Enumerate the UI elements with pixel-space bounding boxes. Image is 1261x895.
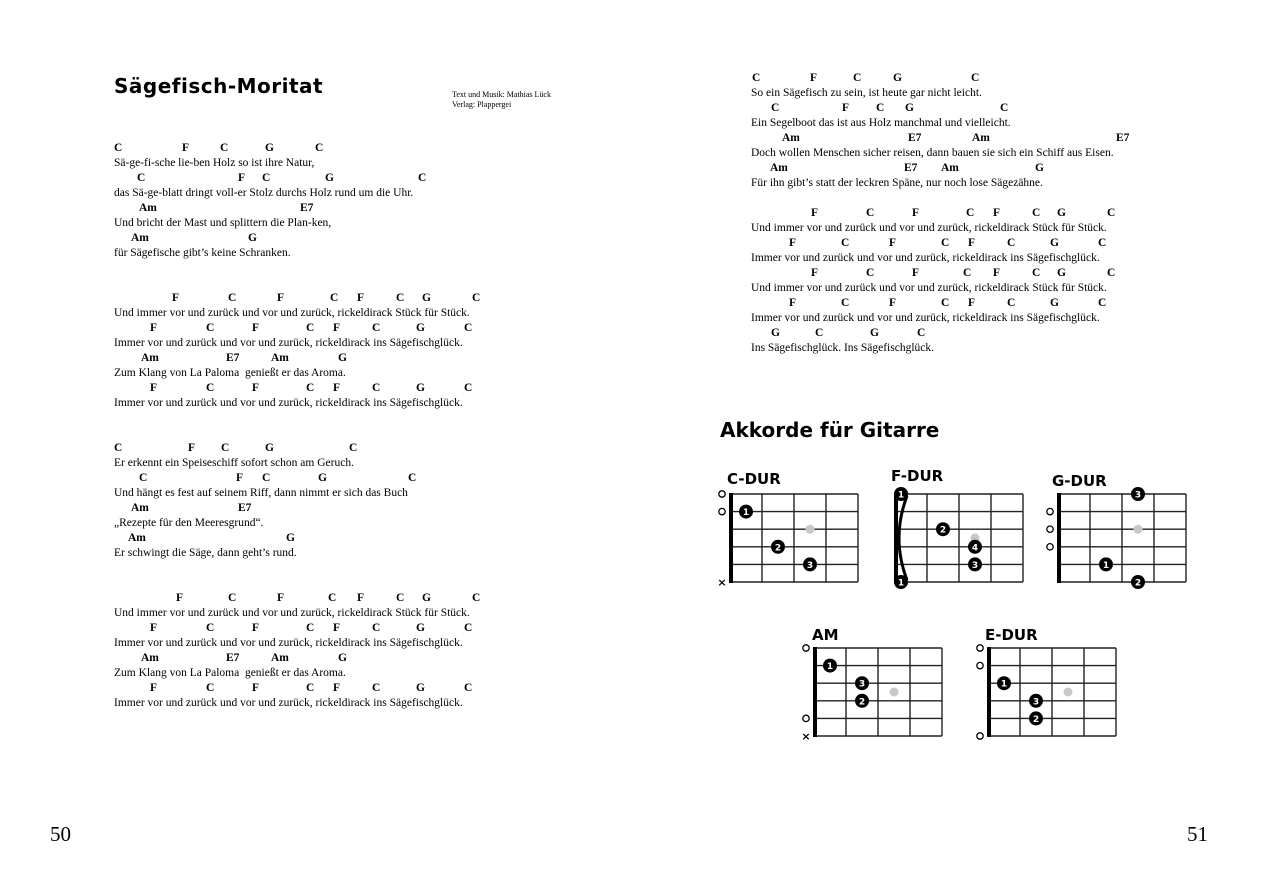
chord-label: C: [262, 172, 271, 184]
chord-label: Am: [141, 352, 159, 364]
chord-label: C: [372, 682, 381, 694]
chord-label: F: [252, 682, 260, 694]
open-string-marker: [977, 645, 983, 651]
chord-label: G: [416, 622, 425, 634]
chord-label: C: [963, 267, 972, 279]
chord-diagram-svg: [974, 642, 1126, 744]
finger-number: 2: [774, 543, 782, 554]
chord-diagram-svg: [881, 488, 1033, 590]
chord-label: F: [150, 622, 158, 634]
nut: [729, 493, 733, 583]
open-string-marker: [1047, 508, 1053, 514]
chord-label: C: [866, 267, 875, 279]
open-string-marker: [719, 491, 725, 497]
lyric-line: Sä-ge-fi-sche lie-ben Holz so ist ihre Natur,: [114, 157, 315, 169]
chord-label: G: [265, 442, 274, 454]
finger-number: 3: [971, 560, 979, 571]
chord-label: G: [905, 102, 914, 114]
chord-label: C: [464, 682, 473, 694]
lyric-line: Und immer vor und zurück und vor und zurück, rickeldirack Stück für Stück.: [114, 607, 470, 619]
chord-diagram-title: E-DUR: [985, 626, 1038, 644]
chord-label: C: [306, 622, 315, 634]
nut: [894, 493, 898, 583]
finger-number: 1: [742, 508, 750, 519]
chord-label: C: [1007, 237, 1016, 249]
finger-number: 2: [858, 697, 866, 708]
chord-label: F: [182, 142, 190, 154]
chord-label: G: [1050, 237, 1059, 249]
chord-label: G: [318, 472, 327, 484]
chord-label: G: [416, 322, 425, 334]
chord-label: F: [252, 622, 260, 634]
lyric-line: Immer vor und zurück und vor und zurück, rickeldirack ins Sägefischglück.: [114, 637, 463, 649]
chord-label: G: [422, 292, 431, 304]
open-string-marker: [803, 715, 809, 721]
chord-label: F: [810, 72, 818, 84]
chord-label: C: [966, 207, 975, 219]
chord-label: C: [1098, 237, 1107, 249]
chord-label: C: [221, 442, 230, 454]
chord-label: C: [853, 72, 862, 84]
credit-music: Text und Musik: Mathias Lück: [452, 90, 551, 99]
finger-number: 1: [1102, 560, 1110, 571]
nut: [987, 647, 991, 737]
chord-label: F: [789, 297, 797, 309]
chord-label: C: [1000, 102, 1009, 114]
chord-label: E7: [904, 162, 918, 174]
finger-number: 2: [1032, 714, 1040, 725]
lyric-line: Doch wollen Menschen sicher reisen, dann bauen sie sich ein Schiff aus Eisen.: [751, 147, 1114, 159]
chord-label: C: [306, 322, 315, 334]
chord-label: C: [876, 102, 885, 114]
chord-label: F: [333, 622, 341, 634]
lyric-line: Immer vor und zurück und vor und zurück, rickeldirack ins Sägefischglück.: [114, 397, 463, 409]
chord-label: Am: [128, 532, 146, 544]
lyric-line: Ein Segelboot das ist aus Holz manchmal und vielleicht.: [751, 117, 1011, 129]
song-credit: [452, 90, 551, 110]
open-string-marker: [1047, 526, 1053, 532]
chord-label: C: [1007, 297, 1016, 309]
lyric-line: Und hängt es fest auf seinem Riff, dann nimmt er sich das Buch: [114, 487, 408, 499]
chord-label: C: [464, 382, 473, 394]
lyric-line: Er erkennt ein Speiseschiff sofort schon am Geruch.: [114, 457, 354, 469]
chord-label: C: [328, 592, 337, 604]
lyric-line: Zum Klang von La Paloma genießt er das Aroma.: [114, 367, 346, 379]
lyric-line: Zum Klang von La Paloma genießt er das Aroma.: [114, 667, 346, 679]
chord-label: G: [1050, 297, 1059, 309]
chord-label: C: [1032, 207, 1041, 219]
chord-label: C: [1107, 207, 1116, 219]
chord-label: C: [472, 292, 481, 304]
chord-diagram-svg: [1044, 488, 1196, 590]
open-string-marker: [803, 645, 809, 651]
muted-string-marker: ×: [801, 730, 811, 743]
lyric-line: Immer vor und zurück und vor und zurück, rickeldirack ins Sägefischglück.: [751, 312, 1100, 324]
open-string-marker: [1047, 544, 1053, 550]
chord-label: G: [1057, 207, 1066, 219]
chord-label: Am: [131, 502, 149, 514]
chord-label: C: [372, 382, 381, 394]
chord-label: F: [333, 682, 341, 694]
chord-label: C: [206, 682, 215, 694]
finger-number: 1: [897, 490, 905, 501]
lyric-line: Und immer vor und zurück und vor und zurück, rickeldirack Stück für Stück.: [751, 282, 1107, 294]
chord-label: F: [188, 442, 196, 454]
chord-label: Am: [972, 132, 990, 144]
chord-label: F: [150, 682, 158, 694]
chord-label: F: [912, 207, 920, 219]
chord-label: Am: [131, 232, 149, 244]
chord-diagram-e-dur: [974, 642, 1126, 744]
chord-label: C: [220, 142, 229, 154]
chord-label: F: [172, 292, 180, 304]
chord-label: G: [325, 172, 334, 184]
chord-label: F: [968, 237, 976, 249]
chord-label: C: [330, 292, 339, 304]
chord-label: C: [752, 72, 761, 84]
chord-label: C: [1098, 297, 1107, 309]
chord-label: G: [1057, 267, 1066, 279]
song-title: Sägefisch-Moritat: [114, 74, 324, 98]
chord-label: F: [333, 322, 341, 334]
chord-label: C: [771, 102, 780, 114]
chord-label: C: [396, 292, 405, 304]
chord-label: C: [137, 172, 146, 184]
chord-label: G: [870, 327, 879, 339]
chord-label: C: [464, 622, 473, 634]
chord-label: C: [941, 297, 950, 309]
chord-label: G: [248, 232, 257, 244]
chord-label: Am: [941, 162, 959, 174]
lyric-line: „Rezepte für den Meeresgrund“.: [114, 517, 264, 529]
chord-label: C: [306, 382, 315, 394]
chord-label: F: [811, 267, 819, 279]
chord-label: Am: [139, 202, 157, 214]
chord-label: C: [815, 327, 824, 339]
chord-label: G: [893, 72, 902, 84]
chord-label: F: [150, 382, 158, 394]
chord-label: C: [228, 592, 237, 604]
lyric-line: Für ihn gibt’s statt der leckren Späne, nur noch lose Sägezähne.: [751, 177, 1043, 189]
grey-dot: [1064, 688, 1073, 697]
chord-label: F: [277, 592, 285, 604]
lyric-line: Und bricht der Mast und splittern die Plan-ken,: [114, 217, 332, 229]
grey-dot: [806, 525, 815, 534]
finger-number: 1: [1000, 679, 1008, 690]
chord-diagram-title: F-DUR: [891, 467, 944, 485]
finger-number: 1: [826, 662, 834, 673]
lyric-line: Er schwingt die Säge, dann geht’s rund.: [114, 547, 297, 559]
chord-diagram-g-dur: [1044, 488, 1196, 590]
lyric-line: Ins Sägefischglück. Ins Sägefischglück.: [751, 342, 935, 354]
grey-dot: [1134, 525, 1143, 534]
chord-label: C: [114, 142, 123, 154]
chord-label: C: [206, 322, 215, 334]
chord-label: F: [968, 297, 976, 309]
chord-label: Am: [782, 132, 800, 144]
chord-label: C: [315, 142, 324, 154]
chord-label: C: [1107, 267, 1116, 279]
chord-label: Am: [141, 652, 159, 664]
chord-label: F: [252, 322, 260, 334]
chord-label: C: [941, 237, 950, 249]
chord-label: G: [338, 352, 347, 364]
chord-label: C: [372, 622, 381, 634]
chord-diagram-svg: [716, 488, 868, 590]
chord-label: C: [841, 297, 850, 309]
chord-label: F: [277, 292, 285, 304]
chord-label: C: [306, 682, 315, 694]
chord-label: G: [338, 652, 347, 664]
chord-label: Am: [271, 652, 289, 664]
chord-label: C: [206, 622, 215, 634]
chord-label: C: [917, 327, 926, 339]
chord-label: F: [333, 382, 341, 394]
chord-label: F: [993, 267, 1001, 279]
chord-label: E7: [226, 352, 240, 364]
chords-heading: Akkorde für Gitarre: [720, 418, 940, 442]
chord-label: G: [265, 142, 274, 154]
finger-number: 2: [939, 525, 947, 536]
chord-label: C: [372, 322, 381, 334]
chord-label: F: [889, 297, 897, 309]
chord-label: C: [206, 382, 215, 394]
nut: [813, 647, 817, 737]
chord-label: F: [176, 592, 184, 604]
chord-label: E7: [300, 202, 314, 214]
finger-number: 3: [806, 560, 814, 571]
chord-label: G: [1035, 162, 1044, 174]
chord-diagram-f-dur: [881, 488, 1033, 590]
chord-label: G: [416, 382, 425, 394]
chord-label: C: [1032, 267, 1041, 279]
chord-diagram-svg: [800, 642, 952, 744]
chord-label: Am: [271, 352, 289, 364]
open-string-marker: [977, 662, 983, 668]
chord-label: E7: [908, 132, 922, 144]
finger-number: 3: [1032, 697, 1040, 708]
chord-label: F: [236, 472, 244, 484]
lyric-line: Und immer vor und zurück und vor und zurück, rickeldirack Stück für Stück.: [751, 222, 1107, 234]
chord-label: C: [396, 592, 405, 604]
chord-label: Am: [770, 162, 788, 174]
chord-label: C: [472, 592, 481, 604]
credit-publisher: Verlag: Plappergei: [452, 100, 512, 109]
chord-label: C: [114, 442, 123, 454]
chord-label: F: [150, 322, 158, 334]
chord-label: F: [889, 237, 897, 249]
finger-number: 1: [897, 578, 905, 589]
chord-label: F: [842, 102, 850, 114]
nut: [1057, 493, 1061, 583]
chord-diagram-title: AM: [812, 626, 839, 644]
chord-label: C: [971, 72, 980, 84]
muted-string-marker: ×: [717, 576, 727, 589]
finger-number: 3: [1134, 490, 1142, 501]
lyric-line: So ein Sägefisch zu sein, ist heute gar nicht leicht.: [751, 87, 982, 99]
chord-label: F: [357, 592, 365, 604]
chord-label: G: [422, 592, 431, 604]
chord-label: F: [912, 267, 920, 279]
chord-label: F: [993, 207, 1001, 219]
lyric-line: Und immer vor und zurück und vor und zurück, rickeldirack Stück für Stück.: [114, 307, 470, 319]
chord-label: F: [238, 172, 246, 184]
chord-label: G: [771, 327, 780, 339]
chord-label: C: [262, 472, 271, 484]
chord-diagram-title: C-DUR: [727, 470, 781, 488]
chord-diagram-title: G-DUR: [1052, 472, 1107, 490]
chord-label: F: [252, 382, 260, 394]
chord-diagram-am: [800, 642, 952, 744]
chord-diagram-c-dur: [716, 488, 868, 590]
lyric-line: für Sägefische gibt’s keine Schranken.: [114, 247, 291, 259]
page-number-left: 50: [50, 822, 71, 846]
chord-label: C: [841, 237, 850, 249]
chord-label: E7: [238, 502, 252, 514]
lyric-line: das Sä-ge-blatt dringt voll-er Stolz durchs Holz rund um die Uhr.: [114, 187, 414, 199]
open-string-marker: [719, 508, 725, 514]
chord-label: G: [286, 532, 295, 544]
finger-number: 4: [971, 543, 979, 554]
chord-label: C: [349, 442, 358, 454]
chord-label: C: [866, 207, 875, 219]
page-number-right: 51: [1187, 822, 1208, 846]
chord-label: F: [357, 292, 365, 304]
chord-label: C: [418, 172, 427, 184]
chord-label: C: [139, 472, 148, 484]
finger-number: 3: [858, 679, 866, 690]
chord-label: C: [464, 322, 473, 334]
chord-label: F: [789, 237, 797, 249]
lyric-line: Immer vor und zurück und vor und zurück, rickeldirack ins Sägefischglück.: [751, 252, 1100, 264]
chord-label: E7: [1116, 132, 1130, 144]
chord-label: C: [408, 472, 417, 484]
finger-number: 2: [1134, 578, 1142, 589]
chord-label: G: [416, 682, 425, 694]
lyric-line: Immer vor und zurück und vor und zurück, rickeldirack ins Sägefischglück.: [114, 697, 463, 709]
barre-arc: [899, 496, 907, 580]
grey-dot: [890, 688, 899, 697]
chord-label: C: [228, 292, 237, 304]
chord-label: F: [811, 207, 819, 219]
chord-label: E7: [226, 652, 240, 664]
lyric-line: Immer vor und zurück und vor und zurück, rickeldirack ins Sägefischglück.: [114, 337, 463, 349]
open-string-marker: [977, 733, 983, 739]
